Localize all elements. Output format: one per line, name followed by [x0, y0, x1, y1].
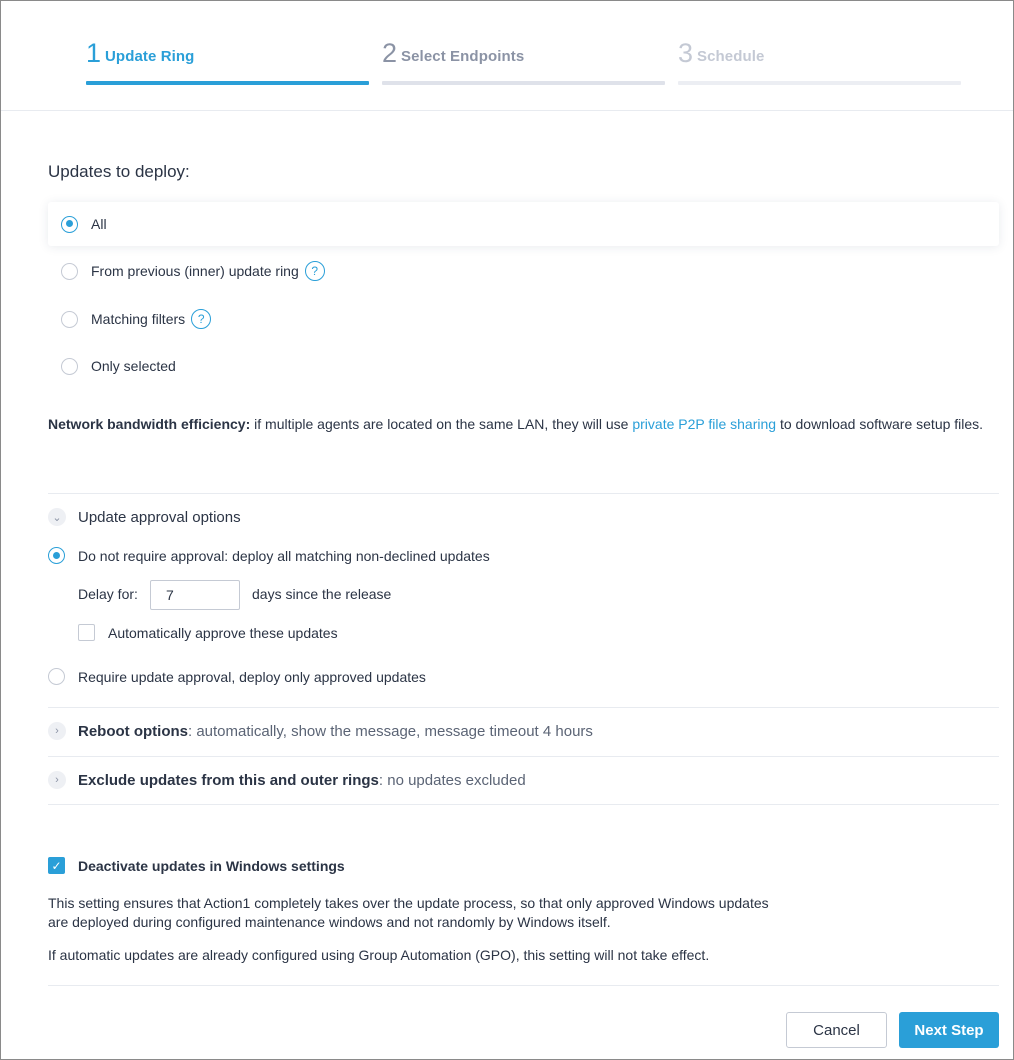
step-select-endpoints[interactable] — [382, 37, 665, 85]
p2p-sharing-link[interactable]: private P2P file sharing — [632, 416, 777, 432]
deactivate-windows-updates-checkbox[interactable]: ✓ — [48, 857, 65, 874]
reboot-options-title: Reboot options — [78, 722, 188, 740]
step-progress-bar — [382, 81, 665, 85]
radio-option-only-selected[interactable] — [48, 344, 999, 388]
help-icon[interactable]: ? — [191, 309, 211, 329]
checkbox-label: Automatically approve these updates — [108, 624, 338, 641]
radio-button[interactable] — [61, 263, 78, 280]
radio-label: Matching filters — [91, 311, 186, 327]
radio-button[interactable] — [61, 311, 78, 328]
divider — [48, 804, 999, 805]
approval-options-header[interactable] — [48, 508, 241, 526]
step-progress-bar — [86, 81, 369, 85]
help-icon[interactable]: ? — [305, 261, 325, 281]
delay-suffix: days since the release — [252, 586, 392, 602]
step-label: Schedule — [697, 48, 765, 65]
deactivate-windows-updates-option[interactable] — [48, 857, 345, 874]
radio-label: Do not require approval: deploy all matching non-declined updates — [78, 547, 490, 564]
radio-label: From previous (inner) update ring — [91, 263, 299, 279]
radio-require-approval[interactable] — [48, 668, 426, 685]
radio-option-matching-filters[interactable] — [48, 297, 999, 341]
gpo-note: If automatic updates are already configured using Group Automation (GPO), this setting will not take effect. — [48, 947, 710, 963]
chevron-down-icon[interactable]: ⌄ — [48, 508, 66, 526]
chevron-right-icon[interactable]: › — [48, 771, 66, 789]
step-progress-bar — [678, 81, 961, 85]
radio-option-all[interactable] — [48, 202, 999, 246]
bandwidth-note-text: if multiple agents are located on the same LAN, they will use — [250, 416, 633, 432]
divider — [48, 985, 999, 986]
delay-days-input[interactable] — [150, 580, 240, 610]
checkbox-label: Deactivate updates in Windows settings — [78, 857, 345, 874]
divider — [48, 756, 999, 757]
divider — [48, 493, 999, 494]
radio-button[interactable] — [48, 547, 65, 564]
radio-label: Require update approval, deploy only approved updates — [78, 668, 426, 685]
step-update-ring[interactable] — [86, 37, 369, 85]
exclude-updates-header[interactable] — [48, 771, 526, 789]
bandwidth-note-text-end: to download software setup files. — [776, 416, 984, 432]
radio-label: Only selected — [91, 358, 176, 374]
cancel-button[interactable]: Cancel — [786, 1012, 887, 1048]
exclude-updates-title: Exclude updates from this and outer rings — [78, 771, 379, 789]
wizard-stepper — [1, 1, 1013, 111]
radio-no-approval[interactable] — [48, 547, 490, 564]
divider — [48, 707, 999, 708]
updates-to-deploy-title: Updates to deploy: — [48, 162, 190, 181]
windows-settings-description — [48, 894, 769, 932]
radio-button[interactable] — [61, 358, 78, 375]
radio-button[interactable] — [61, 216, 78, 233]
step-number: 2 — [382, 38, 398, 68]
radio-label: All — [91, 216, 107, 232]
step-number: 1 — [86, 38, 102, 68]
radio-button[interactable] — [48, 668, 65, 685]
step-number: 3 — [678, 38, 694, 68]
bandwidth-note — [48, 415, 988, 434]
step-schedule[interactable] — [678, 37, 961, 85]
description-line: are deployed during configured maintenance windows and not randomly by Windows itself. — [48, 914, 611, 930]
approval-options-title: Update approval options — [78, 508, 241, 526]
delay-label: Delay for: — [78, 586, 138, 602]
description-line: This setting ensures that Action1 completely takes over the update process, so that only approved Windows updates — [48, 895, 769, 911]
reboot-options-header[interactable] — [48, 722, 593, 740]
bandwidth-note-title: Network bandwidth efficiency: — [48, 416, 251, 432]
radio-option-previous-ring[interactable] — [48, 249, 999, 293]
step-label: Update Ring — [105, 48, 195, 65]
auto-approve-checkbox[interactable] — [78, 624, 95, 641]
reboot-options-summary: : automatically, show the message, message timeout 4 hours — [187, 722, 593, 740]
chevron-right-icon[interactable]: › — [48, 722, 66, 740]
exclude-updates-summary: : no updates excluded — [378, 771, 526, 789]
next-step-button[interactable]: Next Step — [899, 1012, 999, 1048]
step-label: Select Endpoints — [401, 48, 525, 65]
auto-approve-option[interactable] — [78, 624, 338, 641]
